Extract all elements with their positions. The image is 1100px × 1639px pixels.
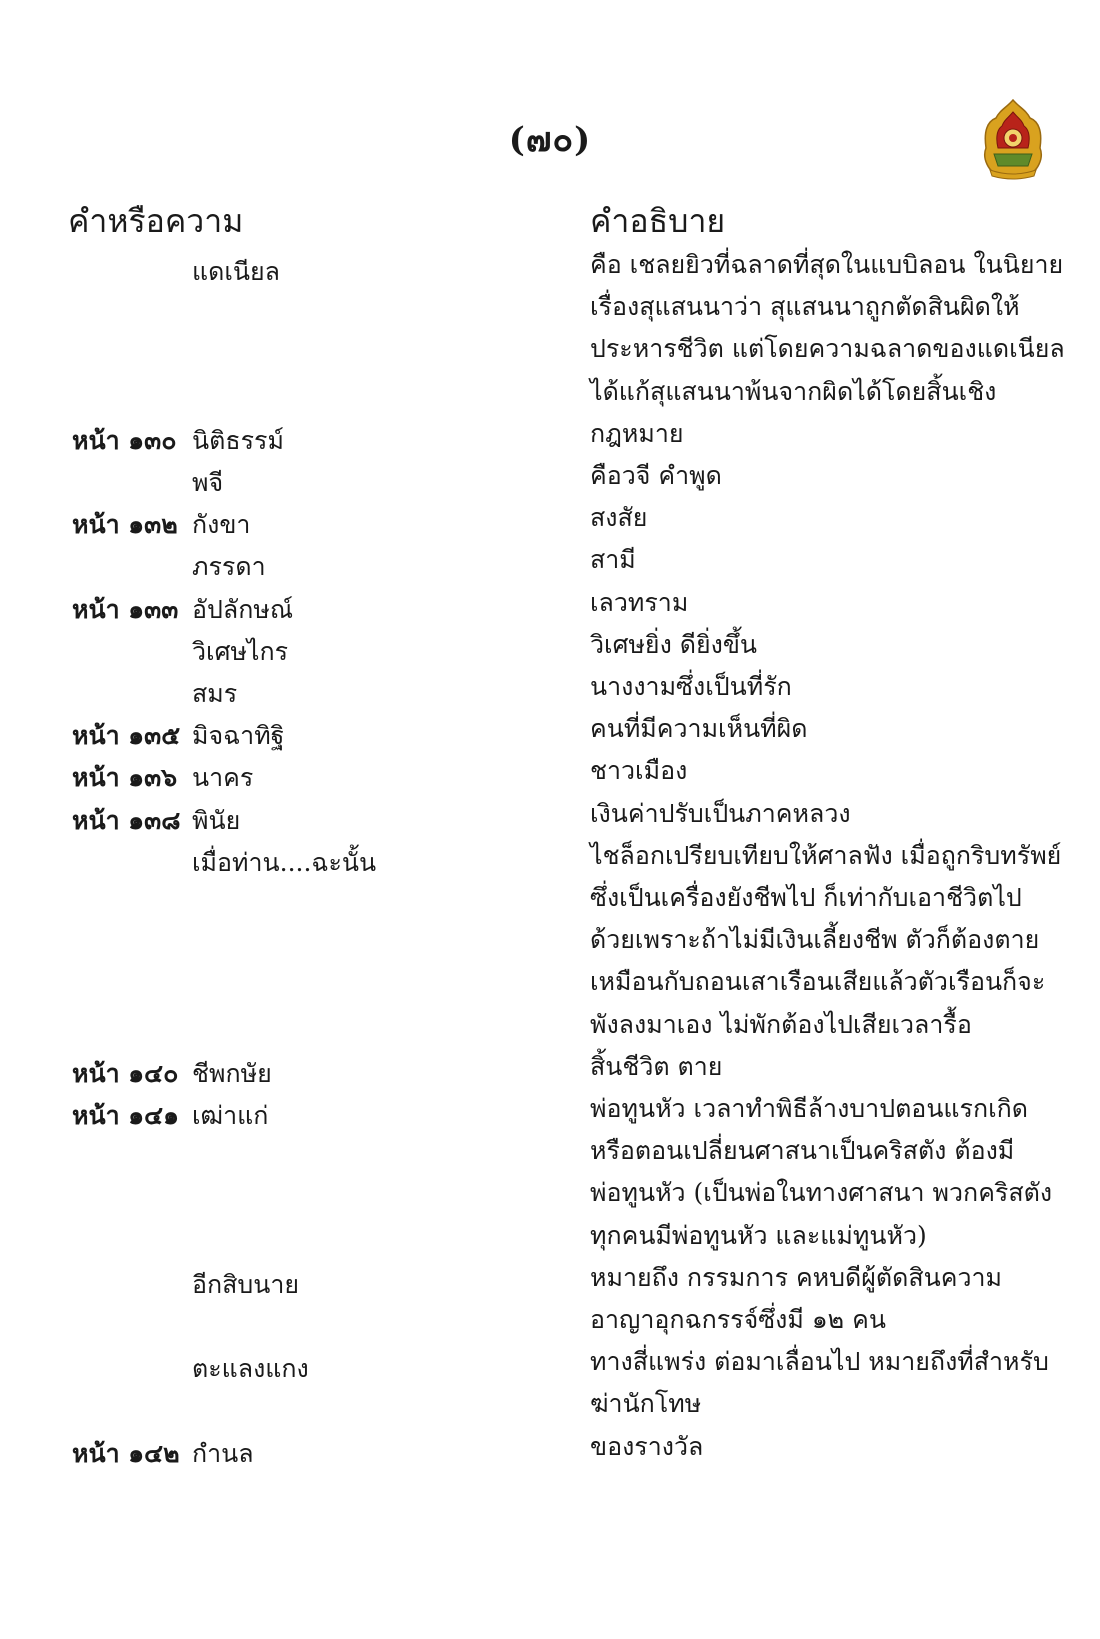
page-number: (๗๐) bbox=[508, 120, 592, 160]
definition-line: พังลงมาเอง ไม่พักต้องไปเสียเวลารื้อ bbox=[590, 1009, 972, 1039]
entry-term: กังขา bbox=[192, 510, 251, 540]
entry-page-ref: หน้า ๑๓๐ bbox=[72, 425, 177, 455]
entry-definition bbox=[590, 1046, 1030, 1088]
definition-line: หรือตอนเปลี่ยนศาสนาเป็นคริสตัง ต้องมี bbox=[590, 1136, 1015, 1166]
entry-definition bbox=[590, 835, 1062, 1046]
definition-line: สามี bbox=[590, 545, 636, 575]
definition-line: ทางสี่แพร่ง ต่อมาเลื่อนไป หมายถึงที่สำหรับ bbox=[590, 1347, 1049, 1377]
definition-line: ซึ่งเป็นเครื่องยังชีพไป ก็เท่ากับเอาชีวิตไป bbox=[590, 883, 1022, 912]
definition-line: หมายถึง กรรมการ คหบดีผู้ตัดสินความ bbox=[590, 1262, 1003, 1292]
definition-line: เรื่องสุแสนนาว่า สุแสนนาถูกตัดสินผิดให้ bbox=[590, 292, 1020, 322]
definition-line: ประหารชีวิต แต่โดยความฉลาดของแดเนียล bbox=[590, 334, 1065, 364]
entry-definition bbox=[590, 793, 1030, 835]
definition-line: พ่อทูนหัว (เป็นพ่อในทางศาสนา พวกคริสตัง bbox=[590, 1178, 1053, 1208]
entry-definition bbox=[590, 666, 1030, 708]
entry-definition bbox=[590, 1426, 1030, 1468]
definition-line: สงสัย bbox=[590, 503, 648, 533]
entry-term: นิติธรรม์ bbox=[192, 425, 284, 455]
entry-definition bbox=[590, 1257, 1030, 1341]
definition-line: ฆ่านักโทษ bbox=[590, 1389, 702, 1419]
definition-line: นางงามซึ่งเป็นที่รัก bbox=[590, 672, 792, 701]
entry-definition bbox=[590, 750, 1030, 792]
entry-definition bbox=[590, 539, 1030, 581]
entry-term: เมื่อท่าน....ฉะนั้น bbox=[192, 847, 377, 877]
entry-page-ref: หน้า ๑๓๒ bbox=[72, 510, 178, 540]
definition-line: คือ เชลยยิวที่ฉลาดที่สุดในแบบิลอน ในนิยาย bbox=[590, 250, 1064, 279]
entry-term: อีกสิบนาย bbox=[192, 1269, 300, 1299]
entry-term: เฒ่าแก่ bbox=[192, 1101, 269, 1130]
definition-line: พ่อทูนหัว เวลาทำพิธีล้างบาปตอนแรกเกิด bbox=[590, 1094, 1029, 1123]
entry-definition bbox=[590, 1341, 1049, 1425]
definition-line: ได้แก้สุแสนนาพ้นจากผิดได้โดยสิ้นเชิง bbox=[590, 376, 997, 406]
entry-definition bbox=[590, 455, 1030, 497]
entry-definition bbox=[590, 708, 1030, 750]
entry-term: สมร bbox=[192, 679, 238, 708]
entry-term: แดเนียล bbox=[192, 257, 280, 286]
definition-line: เงินค่าปรับเป็นภาคหลวง bbox=[590, 798, 851, 828]
definition-line: อาญาอุกฉกรรจ์ซึ่งมี ๑๒ คน bbox=[590, 1305, 886, 1334]
entry-page-ref: หน้า ๑๓๓ bbox=[72, 594, 179, 624]
entry-page-ref: หน้า ๑๓๘ bbox=[72, 805, 181, 835]
entry-page-ref: หน้า ๑๓๕ bbox=[72, 721, 181, 751]
entry-term: ตะแลงแกง bbox=[192, 1354, 309, 1384]
definition-line: ทุกคนมีพ่อทูนหัว และแม่ทูนหัว) bbox=[590, 1220, 927, 1250]
definition-line: กฎหมาย bbox=[590, 418, 684, 448]
definition-line: สิ้นชีวิต ตาย bbox=[590, 1051, 723, 1081]
entry-term: ชีพกษัย bbox=[192, 1058, 272, 1088]
definition-column-heading: คำอธิบาย bbox=[590, 202, 726, 240]
entry-definition bbox=[590, 413, 1030, 455]
term-column-heading: คำหรือความ bbox=[68, 202, 244, 240]
entry-term: กำนล bbox=[192, 1438, 254, 1468]
entry-definition bbox=[590, 497, 1030, 539]
entry-term: พจี bbox=[192, 468, 224, 497]
entry-term: วิเศษไกร bbox=[192, 636, 289, 666]
entry-page-ref: หน้า ๑๔๒ bbox=[72, 1438, 180, 1468]
entry-definition bbox=[590, 244, 1065, 413]
definition-line: วิเศษยิ่ง ดียิ่งขึ้น bbox=[590, 629, 758, 659]
entry-page-ref: หน้า ๑๓๖ bbox=[72, 763, 178, 793]
entry-term: นาคร bbox=[192, 763, 254, 793]
entry-term: พินัย bbox=[192, 805, 241, 835]
definition-line: ไชล็อกเปรียบเทียบให้ศาลฟัง เมื่อถูกริบทรัพย์ bbox=[590, 840, 1062, 870]
definition-line: ของรางวัล bbox=[590, 1431, 704, 1461]
entry-term: อัปลักษณ์ bbox=[192, 594, 294, 624]
definition-line: ด้วยเพราะถ้าไม่มีเงินเลี้ยงชีพ ตัวก็ต้องตาย bbox=[590, 925, 1040, 955]
definition-line: เหมือนกับถอนเสาเรือนเสียแล้วตัวเรือนก็จะ bbox=[590, 967, 1046, 997]
definition-line: ชาวเมือง bbox=[590, 756, 688, 786]
definition-line: คือวจี คำพูด bbox=[590, 461, 722, 490]
entry-definition bbox=[590, 624, 1030, 666]
entry-page-ref: หน้า ๑๔๑ bbox=[72, 1101, 179, 1130]
entry-definition bbox=[590, 582, 1030, 624]
entry-term: มิจฉาทิฐิ bbox=[192, 721, 285, 751]
definition-line: คนที่มีความเห็นที่ผิด bbox=[590, 714, 808, 744]
entry-definition bbox=[590, 1088, 1053, 1257]
definition-line: เลวทราม bbox=[590, 587, 689, 617]
entry-term: ภรรดา bbox=[192, 552, 266, 582]
entry-page-ref: หน้า ๑๔๐ bbox=[72, 1058, 179, 1088]
